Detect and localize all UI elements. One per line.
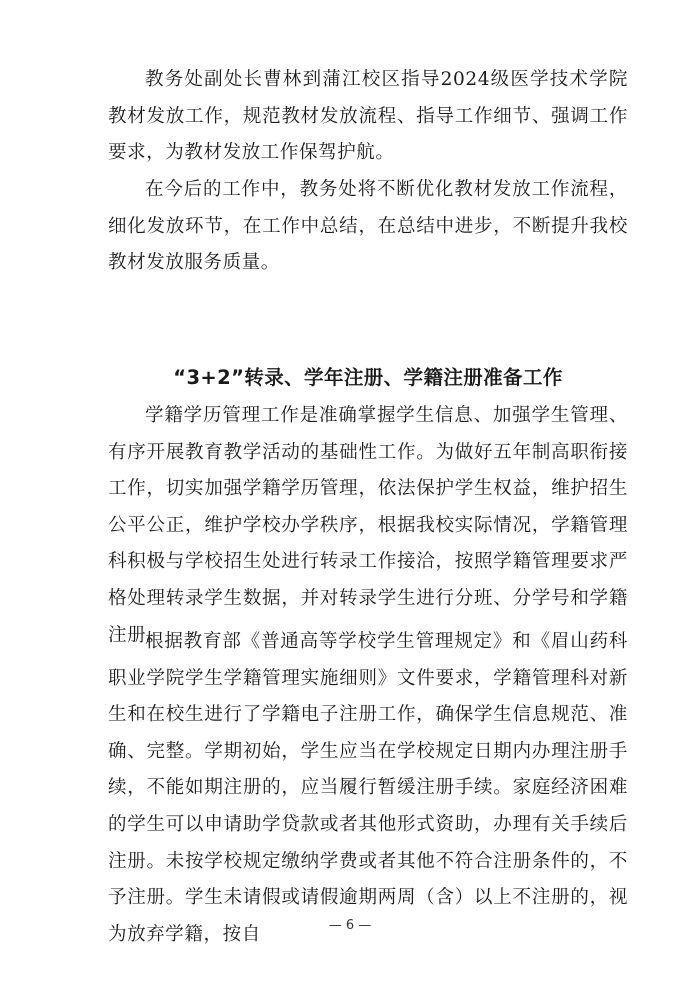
body-paragraph: 教务处副处长曹林到蒲江校区指导2024级医学技术学院教材发放工作，规范教材发放流程、指导工作细节、强调工作要求，为教材发放工作保驾护航。 [108,69,628,164]
page-number: — 6 — [328,918,372,933]
body-paragraph: 根据教育部《普通高等学校学生管理规定》和《眉山药科职业学院学生学籍管理实施细则》文件要求，学籍管理科对新生和在校生进行了学籍电子注册工作，确保学生信息规范、准确、完整。学期初始，学生应当在学校规定日期内办理注册手续，不能如期注册的，应当履行暂缓注册手续。家庭经济困难的学生可以申请助学贷款或者其他形式资助，办理有关手续后注册。未按学校规定缴纳学费或者其他不符合注册条件的，不予注册。学生未请假或请假逾期两周（含）以上不注册的，视为放弃学籍，按自 [108,631,628,945]
body-paragraph: 在今后的工作中，教务处将不断优化教材发放工作流程，细化发放环节，在工作中总结，在总结中进步，不断提升我校教材发放服务质量。 [108,179,628,274]
section-heading: “3+2”转录、学年注册、学籍注册准备工作 [173,366,563,389]
body-paragraph: 学籍学历管理工作是准确掌握学生信息、加强学生管理、有序开展教育教学活动的基础性工作。为做好五年制高职衔接工作，切实加强学籍学历管理，依法保护学生权益，维护招生公平公正，维护学校办学秩序，根据我校实际情况，学籍管理科积极与学校招生处进行转录工作接洽，按照学籍管理要求严格处理转录学生数据，并对转录学生进行分班、分学号和学籍注册。 [108,405,628,646]
